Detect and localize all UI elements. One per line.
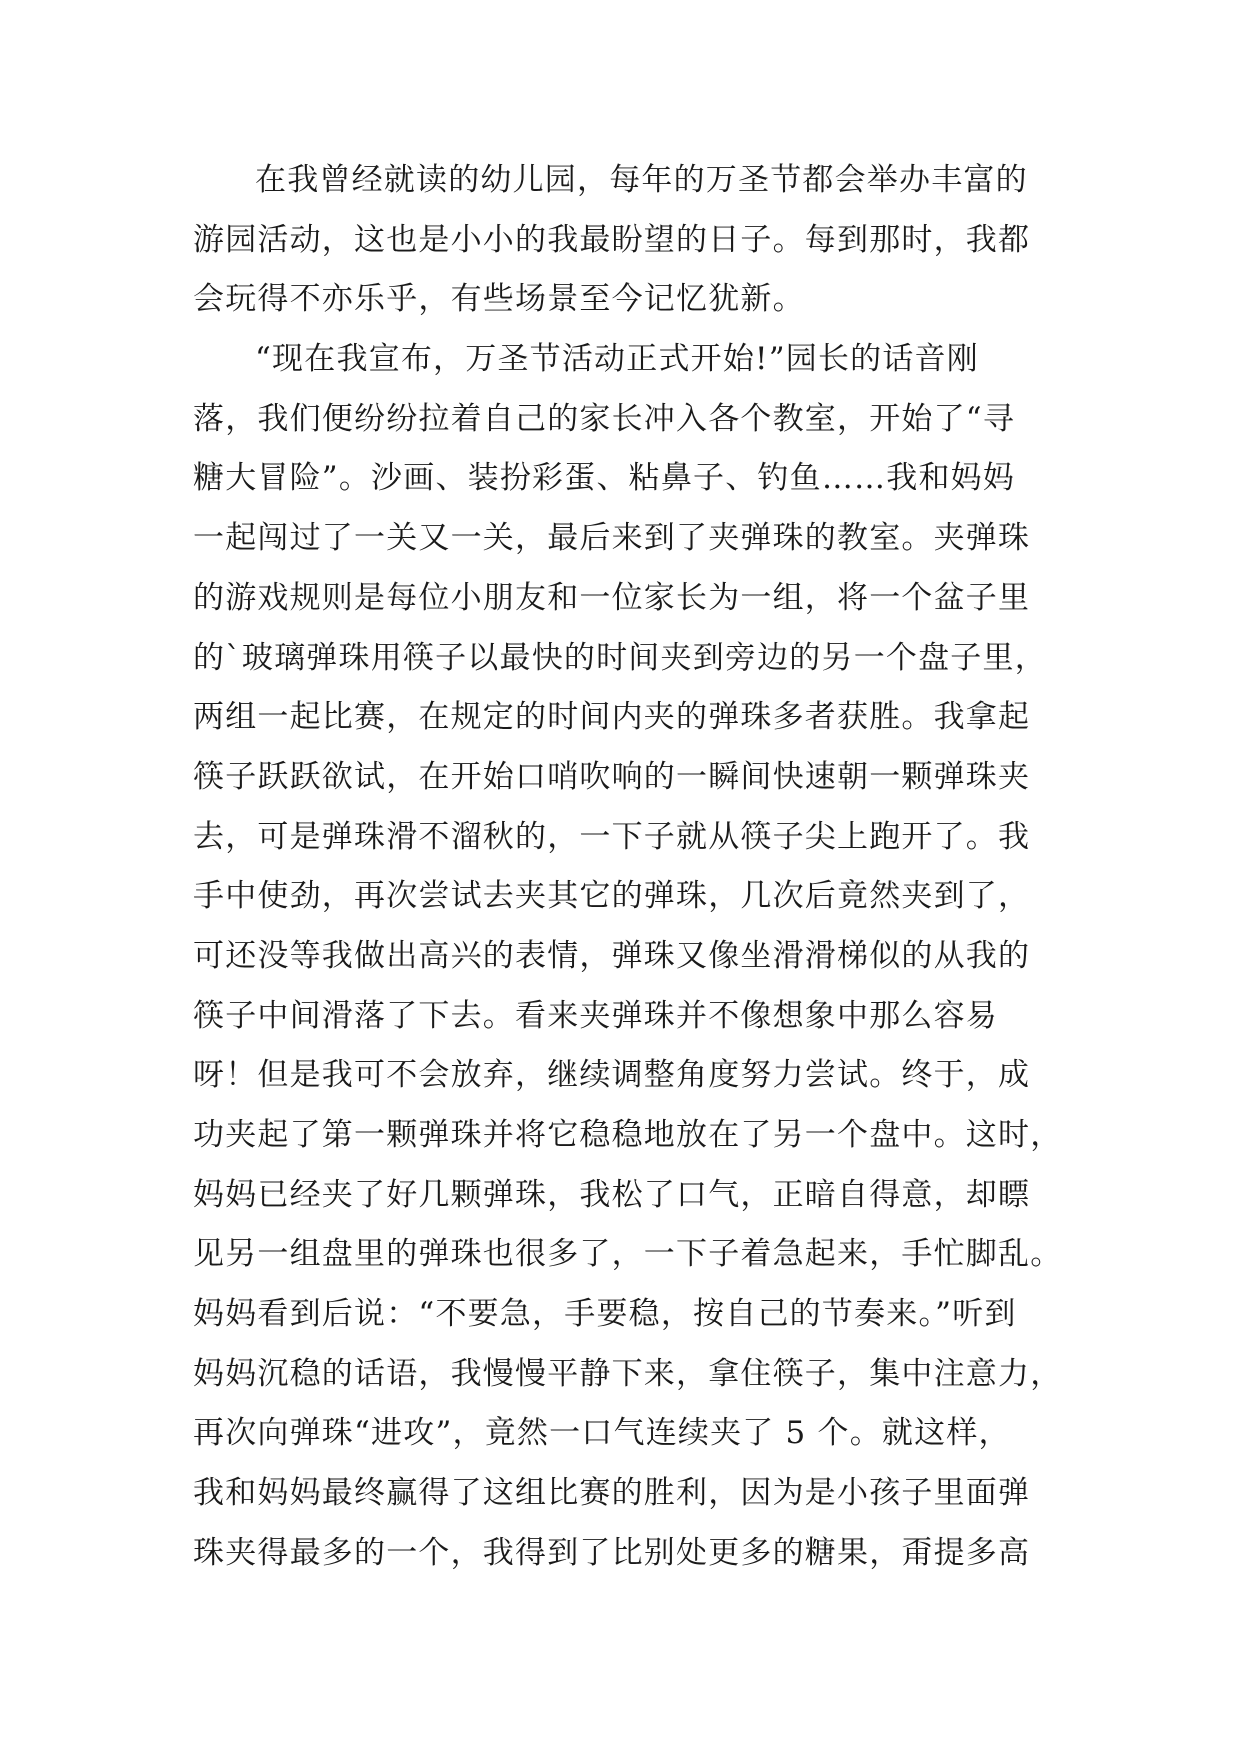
paragraph-2-line-16: 见另一组盘里的弹珠也很多了，一下子着急起来，手忙脚乱。 bbox=[193, 1236, 1063, 1273]
paragraph-2-line-10: 手中使劲，再次尝试去夹其它的弹珠，几次后竟然夹到了， bbox=[193, 878, 1031, 915]
paragraph-2-line-17: 妈妈看到后说：“不要急，手要稳，按自己的节奏来。”听到 bbox=[193, 1296, 1017, 1333]
paragraph-2-line-4: 一起闯过了一关又一关，最后来到了夹弹珠的教室。夹弹珠 bbox=[193, 520, 1031, 557]
document-body bbox=[193, 157, 1063, 1590]
paragraph-2-line-9: 去，可是弹珠滑不溜秋的，一下子就从筷子尖上跑开了。我 bbox=[193, 818, 1031, 855]
paragraph-1-line-1: 在我曾经就读的幼儿园，每年的万圣节都会举办丰富的 bbox=[255, 162, 1028, 198]
paragraph-2-line-6: 的`玻璃弹珠用筷子以最快的时间夹到旁边的另一个盘子里， bbox=[193, 639, 1047, 676]
paragraph-2-line-13: 呀！但是我可不会放弃，继续调整角度努力尝试。终于，成 bbox=[193, 1057, 1031, 1094]
paragraph-2-line-18: 妈妈沉稳的话语，我慢慢平静下来，拿住筷子，集中注意力， bbox=[193, 1355, 1063, 1392]
paragraph-2-line-21: 珠夹得最多的一个，我得到了比别处更多的糖果，甭提多高 bbox=[193, 1534, 1031, 1571]
paragraph-2-line-20: 我和妈妈最终赢得了这组比赛的胜利，因为是小孩子里面弹 bbox=[193, 1475, 1031, 1512]
paragraph-2-line-3: 糖大冒险”。沙画、装扮彩蛋、粘鼻子、钓鱼……我和妈妈 bbox=[193, 460, 1016, 497]
paragraph-2-line-15: 妈妈已经夹了好几颗弹珠，我松了口气，正暗自得意，却瞟 bbox=[193, 1176, 1031, 1213]
paragraph-2-line-2: 落，我们便纷纷拉着自己的家长冲入各个教室，开始了“寻 bbox=[193, 400, 1016, 437]
paragraph-2-line-11: 可还没等我做出高兴的表情，弹珠又像坐滑滑梯似的从我的 bbox=[193, 937, 1031, 974]
paragraph-1-line-3: 会玩得不亦乐乎，有些场景至今记忆犹新。 bbox=[193, 281, 805, 318]
paragraph-2-line-14: 功夹起了第一颗弹珠并将它稳稳地放在了另一个盘中。这时， bbox=[193, 1117, 1063, 1153]
paragraph-2-line-1: “现在我宣布，万圣节活动正式开始!”园长的话音刚 bbox=[255, 341, 979, 378]
paragraph-2-line-19: 再次向弹珠“进攻”，竟然一口气连续夹了 5 个。就这样， bbox=[193, 1415, 1011, 1452]
paragraph-2-line-8: 筷子跃跃欲试，在开始口哨吹响的一瞬间快速朝一颗弹珠夹 bbox=[193, 758, 1031, 795]
paragraph-2-line-5: 的游戏规则是每位小朋友和一位家长为一组，将一个盆子里 bbox=[193, 579, 1031, 616]
paragraph-1-line-2: 游园活动，这也是小小的我最盼望的日子。每到那时，我都 bbox=[193, 221, 1031, 258]
paragraph-2-line-7: 两组一起比赛，在规定的时间内夹的弹珠多者获胜。我拿起 bbox=[193, 699, 1031, 736]
paragraph-2-line-12: 筷子中间滑落了下去。看来夹弹珠并不像想象中那么容易 bbox=[193, 997, 998, 1034]
